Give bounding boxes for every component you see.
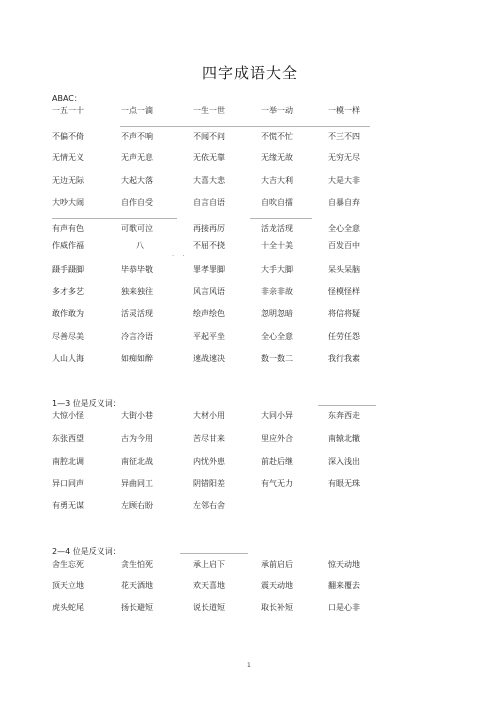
idiom-row [52, 105, 382, 117]
idiom-cell: 一五一十 [52, 106, 84, 115]
rule-line [318, 405, 376, 406]
rule-line [180, 553, 248, 554]
idiom-cell: 再接再厉 [193, 224, 225, 233]
idiom-cell: 大吵大闹 [52, 198, 84, 207]
idiom-cell: 大惊小怪 [52, 411, 84, 420]
idiom-row [52, 456, 382, 468]
idiom-cell: 左顾右盼 [121, 501, 153, 510]
idiom-cell: 全心全意 [328, 224, 360, 233]
section-label-abac: ABAC： [52, 94, 82, 103]
idiom-cell: 无依无靠 [193, 153, 225, 162]
idiom-cell: 无情无义 [52, 153, 84, 162]
rule-line [52, 218, 177, 219]
page-number: 1 [247, 662, 251, 669]
idiom-cell: 不慌不忙 [261, 132, 293, 141]
idiom-cell: 蹑手蹑脚 [52, 265, 84, 274]
idiom-row [52, 331, 382, 343]
idiom-cell: 无边无际 [52, 176, 84, 185]
idiom-cell: 欢天喜地 [193, 581, 225, 590]
idiom-cell: 东张西望 [52, 434, 84, 443]
idiom-cell: 有眼无珠 [328, 479, 360, 488]
idiom-cell: 不偏不倚 [52, 132, 84, 141]
idiom-row [52, 478, 382, 490]
idiom-cell: 活龙活现 [261, 224, 293, 233]
idiom-cell: 南辕北辙 [328, 434, 360, 443]
idiom-cell: 无穷无尽 [328, 153, 360, 162]
idiom-row [52, 433, 382, 445]
idiom-cell: 左邻右舍 [193, 501, 225, 510]
idiom-row [52, 131, 382, 143]
idiom-row [52, 308, 382, 320]
idiom-cell: 一点一滴 [121, 106, 153, 115]
idiom-cell: 非亲非故 [261, 287, 293, 296]
idiom-cell: 承前启后 [261, 560, 293, 569]
idiom-row [52, 264, 382, 276]
idiom-cell: 无缘无故 [261, 153, 293, 162]
idiom-cell: 震天动地 [261, 581, 293, 590]
idiom-cell: 古为今用 [121, 434, 153, 443]
idiom-row [52, 559, 382, 571]
idiom-cell: 舍生忘死 [52, 560, 84, 569]
idiom-cell: 有勇无谋 [52, 501, 84, 510]
idiom-cell: 罪孝罪脚 [193, 265, 225, 274]
idiom-cell: 数一数二 [261, 354, 293, 363]
idiom-row [52, 410, 382, 422]
idiom-cell: 速战速决 [193, 354, 225, 363]
rule-line [250, 218, 312, 219]
idiom-cell: 绘声绘色 [193, 309, 225, 318]
idiom-cell: 十全十美 [261, 241, 293, 250]
idiom-row [52, 175, 382, 187]
idiom-cell: 百发百中 [328, 241, 360, 250]
idiom-cell: 任劳任怨 [328, 332, 360, 341]
idiom-cell: 有气无力 [261, 479, 293, 488]
idiom-cell: 作威作福 [52, 241, 84, 250]
idiom-cell: 平起平坐 [193, 332, 225, 341]
idiom-cell: 内忧外患 [193, 457, 225, 466]
idiom-row [52, 197, 382, 209]
idiom-cell: 独来独往 [121, 287, 153, 296]
idiom-cell: 大手大脚 [261, 265, 293, 274]
idiom-cell: 不声不响 [121, 132, 153, 141]
idiom-cell: 忽明忽暗 [261, 309, 293, 318]
idiom-row [52, 152, 382, 164]
idiom-row [52, 602, 382, 614]
idiom-cell: 不闻不问 [193, 132, 225, 141]
idiom-cell: 可歌可泣 [121, 224, 153, 233]
idiom-cell: 敢作敢为 [52, 309, 84, 318]
idiom-cell: 毕恭毕敬 [121, 265, 153, 274]
idiom-cell: 苦尽甘来 [193, 434, 225, 443]
idiom-cell: 花天酒地 [121, 581, 153, 590]
idiom-cell: 前赴后继 [261, 457, 293, 466]
idiom-cell: 大是大非 [328, 176, 360, 185]
idiom-cell: 自暴自弃 [328, 198, 360, 207]
idiom-row [52, 223, 382, 235]
idiom-cell: 东奔西走 [328, 411, 360, 420]
idiom-cell: 无声无息 [121, 153, 153, 162]
idiom-cell: 大材小用 [193, 411, 225, 420]
idiom-cell: 我行我素 [328, 354, 360, 363]
idiom-cell: 将信将疑 [328, 309, 360, 318]
idiom-cell: 大吉大利 [261, 176, 293, 185]
idiom-cell: 扬长避短 [121, 603, 153, 612]
idiom-cell: 全心全意 [261, 332, 293, 341]
idiom-cell: 自吹自擂 [261, 198, 293, 207]
idiom-cell: 自作自受 [121, 198, 153, 207]
idiom-cell: 虎头蛇尾 [52, 603, 84, 612]
idiom-cell: 尽善尽美 [52, 332, 84, 341]
idiom-cell: 人山人海 [52, 354, 84, 363]
idiom-cell: 取长补短 [261, 603, 293, 612]
idiom-cell: 八 [136, 241, 144, 250]
idiom-cell: 多才多艺 [52, 287, 84, 296]
idiom-cell: 南征北战 [121, 457, 153, 466]
idiom-cell: 顶天立地 [52, 581, 84, 590]
idiom-cell: 如痴如醉 [121, 354, 153, 363]
idiom-cell: 一模一样 [328, 106, 360, 115]
idiom-cell: 一举一动 [261, 106, 293, 115]
idiom-cell: 呆头呆脑 [328, 265, 360, 274]
idiom-row [52, 500, 382, 512]
idiom-cell: 大喜大悲 [193, 176, 225, 185]
idiom-cell: 大街小巷 [121, 411, 153, 420]
idiom-cell: 里应外合 [261, 434, 293, 443]
rule-line [120, 126, 370, 127]
idiom-cell: 异曲同工 [121, 479, 153, 488]
idiom-cell: 阴错阳差 [193, 479, 225, 488]
idiom-cell: 不屈不挠 [193, 241, 225, 250]
idiom-cell: 承上启下 [193, 560, 225, 569]
page-title: 四字成语大全 [201, 64, 298, 82]
idiom-row [52, 240, 382, 252]
idiom-cell: 风言风语 [193, 287, 225, 296]
idiom-cell: 一生一世 [193, 106, 225, 115]
idiom-row [52, 580, 382, 592]
idiom-row [52, 353, 382, 365]
idiom-row [52, 286, 382, 298]
idiom-cell: 口是心非 [328, 603, 360, 612]
faint-dots: · · [172, 252, 188, 260]
idiom-cell: 说长道短 [193, 603, 225, 612]
section-label-antonym-2-4: 2—4 位是反义词： [52, 547, 121, 556]
idiom-cell: 大起大落 [121, 176, 153, 185]
idiom-cell: 翻来覆去 [328, 581, 360, 590]
idiom-cell: 自言自语 [193, 198, 225, 207]
idiom-cell: 贪生怕死 [121, 560, 153, 569]
idiom-cell: 深入浅出 [328, 457, 360, 466]
idiom-cell: 惊天动地 [328, 560, 360, 569]
idiom-cell: 不三不四 [328, 132, 360, 141]
idiom-cell: 有声有色 [52, 224, 84, 233]
idiom-cell: 南腔北调 [52, 457, 84, 466]
idiom-cell: 大同小异 [261, 411, 293, 420]
section-label-antonym-1-3: 1—3 位是反义词： [52, 399, 121, 408]
idiom-cell: 怪模怪样 [328, 287, 360, 296]
idiom-cell: 冷言冷语 [121, 332, 153, 341]
idiom-cell: 活灵活现 [121, 309, 153, 318]
idiom-cell: 异口同声 [52, 479, 84, 488]
